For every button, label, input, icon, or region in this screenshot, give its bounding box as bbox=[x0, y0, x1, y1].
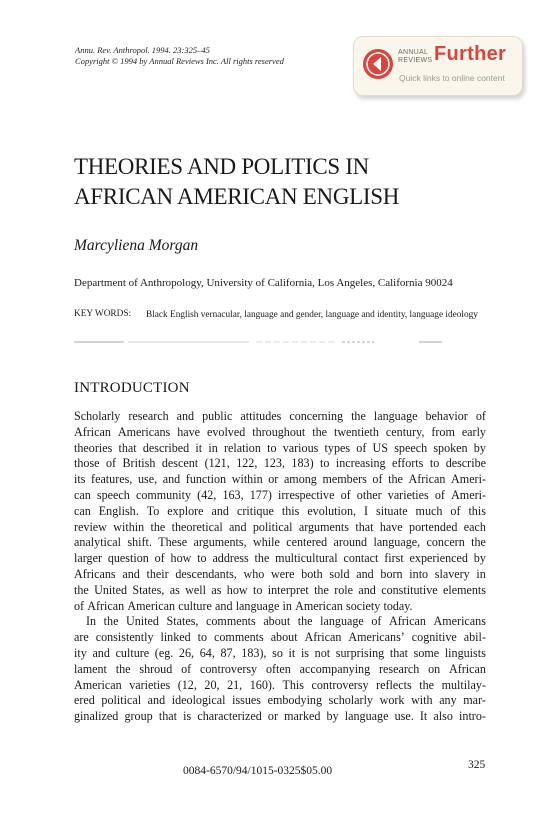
further-subtitle: Quick links to online content bbox=[399, 73, 505, 83]
body-line: ginalized group that is characterized or marked by language use. It also intro- bbox=[74, 709, 486, 724]
keywords-label: KEY WORDS: bbox=[74, 309, 132, 319]
section-heading: INTRODUCTION bbox=[74, 380, 190, 396]
body-line: larger question of how to address the multicultural contact first experienced by bbox=[74, 551, 486, 566]
body-line: Africans and their descendants, who were both sold and born into slavery in bbox=[74, 566, 486, 581]
page-number: 325 bbox=[468, 759, 486, 771]
body-line: its features, use, and function within or among members of the African Ameri- bbox=[74, 472, 486, 487]
copyright-notice: Copyright © 1994 by Annual Reviews Inc. All rights reserved bbox=[75, 56, 284, 66]
body-line: the United States, as well as how to interpret the role and constitutive elements bbox=[74, 582, 486, 597]
keywords-text: Black English vernacular, language and gender, language and identity, language ideology bbox=[146, 310, 478, 320]
arrow-left-circle-icon bbox=[362, 48, 394, 80]
body-line: ered political and ideological issues embodying scholarly work with any mar- bbox=[74, 693, 486, 708]
author-name: Marcyliena Morgan bbox=[74, 237, 199, 254]
body-line: ity and culture (eg. 26, 64, 87, 183), so it is not surprising that some linguists bbox=[74, 645, 486, 660]
body-line: analytical shift. These arguments, while centered around language, concern the bbox=[74, 535, 486, 550]
body-line: can speech community (42, 163, 177) irrespective of other varieties of Ameri- bbox=[74, 487, 486, 502]
body-line: In the United States, comments about the language of African Americans bbox=[86, 614, 486, 629]
citation-block bbox=[75, 45, 284, 67]
journal-citation: Annu. Rev. Anthropol. 1994. 23:325–45 bbox=[75, 45, 210, 55]
footer-code: 0084-6570/94/1015-0325$05.00 bbox=[183, 765, 333, 777]
keywords-divider bbox=[74, 341, 486, 343]
title-line: THEORIES AND POLITICS IN bbox=[74, 154, 369, 179]
annual-reviews-further-button[interactable] bbox=[353, 36, 523, 96]
body-line: can English. To explore and critique this evolution, I situate much of this bbox=[74, 503, 486, 518]
body-line: lament the shroud of controversy often accompanying research on African bbox=[74, 661, 486, 676]
further-title: Further bbox=[434, 43, 507, 65]
body-line: Scholarly research and public attitudes concerning the language behavior of bbox=[74, 409, 486, 423]
body-line: theories that described it in relation to various types of US speech spoken by bbox=[74, 440, 486, 455]
body-line: are consistently linked to comments about African Americans’ cognitive abil- bbox=[74, 630, 486, 645]
body-line: African Americans have evolved throughout the twentieth century, from early bbox=[74, 424, 486, 439]
body-text bbox=[74, 409, 486, 725]
article-title bbox=[74, 152, 494, 212]
body-line: of African American culture and language in American society today. bbox=[74, 598, 413, 613]
annual-reviews-logo-text: ANNUAL REVIEWS bbox=[398, 49, 433, 64]
body-line: review within the theoretical and political arguments that have portended each bbox=[74, 519, 486, 534]
body-line: American varieties (12, 20, 21, 160). This controversy reflects the multilay- bbox=[74, 677, 486, 692]
title-line: AFRICAN AMERICAN ENGLISH bbox=[74, 184, 400, 209]
author-affiliation: Department of Anthropology, University of California, Los Angeles, California 90024 bbox=[74, 277, 453, 289]
body-line: those of British descent (121, 122, 123, 183) to increasing efforts to describe bbox=[74, 456, 486, 471]
